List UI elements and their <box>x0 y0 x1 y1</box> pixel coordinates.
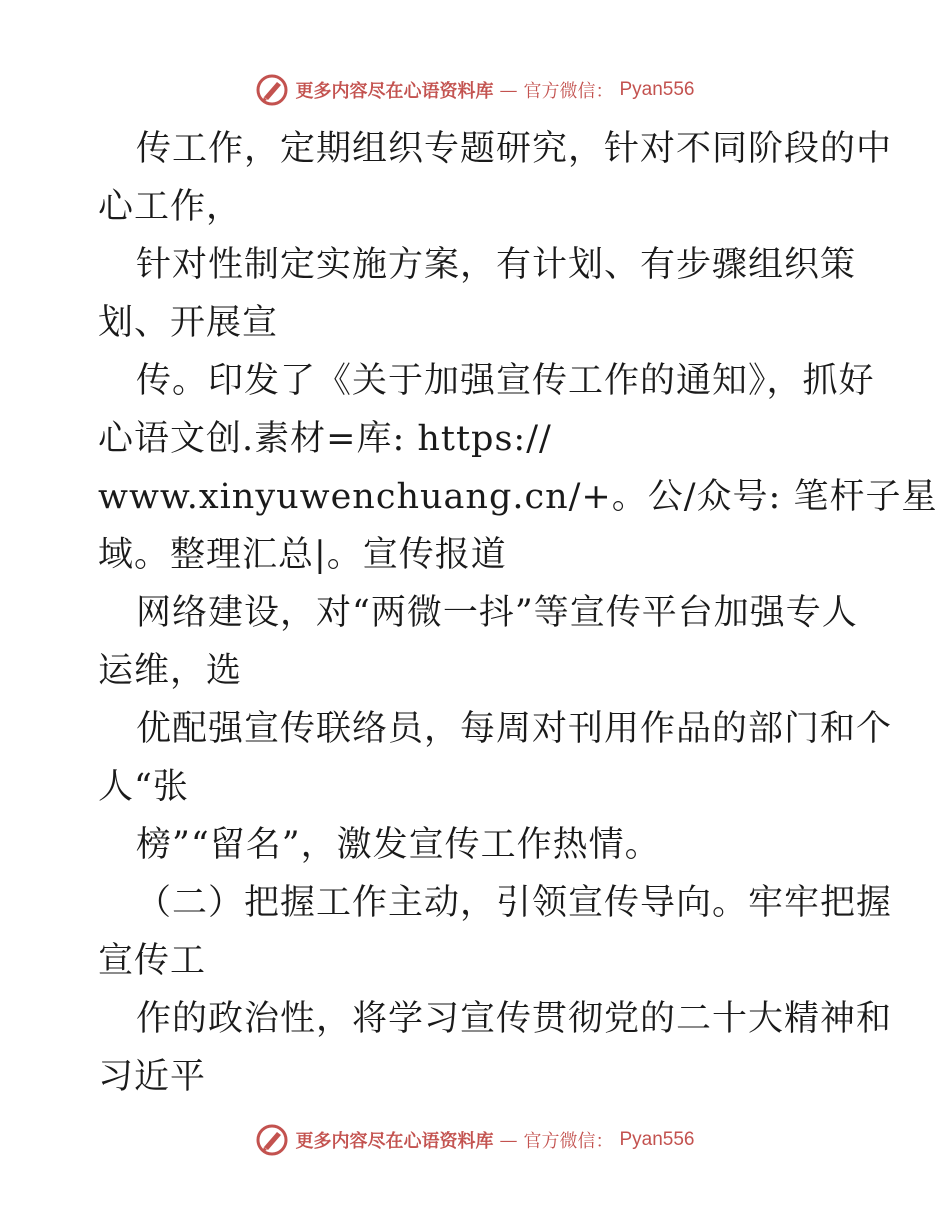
body-line: 心语文创.素材=库: https:// <box>98 419 552 459</box>
body-line: 传。印发了《关于加强宣传工作的通知》，抓好 <box>136 361 875 401</box>
body-line: 优配强宣传联络员，每周对刊用作品的部门和个 <box>136 709 893 749</box>
body-line: 针对性制定实施方案，有计划、有步骤组织策 <box>136 245 857 285</box>
document-body <box>98 120 938 1106</box>
watermark-official-label: 官方微信： <box>523 81 614 102</box>
watermark-dash: — <box>499 79 518 101</box>
header-watermark <box>0 70 950 110</box>
body-line: 传工作，定期组织专题研究，针对不同阶段的中 <box>136 129 893 169</box>
body-line: 榜”“留名”，激发宣传工作热情。 <box>136 825 661 865</box>
body-line: 作的政治性，将学习宣传贯彻党的二十大精神和 <box>136 999 893 1039</box>
watermark-wechat-id: Pyan556 <box>619 1129 695 1150</box>
body-line: 网络建设，对“两微一抖”等宣传平台加强专人 <box>136 593 858 633</box>
watermark-brand: 更多内容尽在心语资料库 <box>295 81 494 102</box>
footer-watermark <box>0 1120 950 1160</box>
body-line: www.xinyuwenchuang.cn/+。公/众号: 笔杆子星 <box>98 477 938 517</box>
body-line: 人“张 <box>98 767 189 807</box>
pen-logo-icon <box>255 73 289 107</box>
watermark-dash: — <box>499 1129 518 1151</box>
body-line: 心工作， <box>98 187 243 227</box>
body-line: 划、开展宣 <box>98 303 279 343</box>
pen-logo-icon <box>255 1123 289 1157</box>
body-line: 运维，选 <box>98 651 243 691</box>
body-line: 域。整理汇总|。宣传报道 <box>98 535 507 575</box>
watermark-brand: 更多内容尽在心语资料库 <box>295 1131 494 1152</box>
body-line: 习近平 <box>98 1057 207 1097</box>
watermark-wechat-id: Pyan556 <box>619 79 695 100</box>
watermark-official-label: 官方微信： <box>523 1131 614 1152</box>
body-line: （二）把握工作主动，引领宣传导向。牢牢把握 <box>136 883 893 923</box>
body-line: 宣传工 <box>98 941 207 981</box>
